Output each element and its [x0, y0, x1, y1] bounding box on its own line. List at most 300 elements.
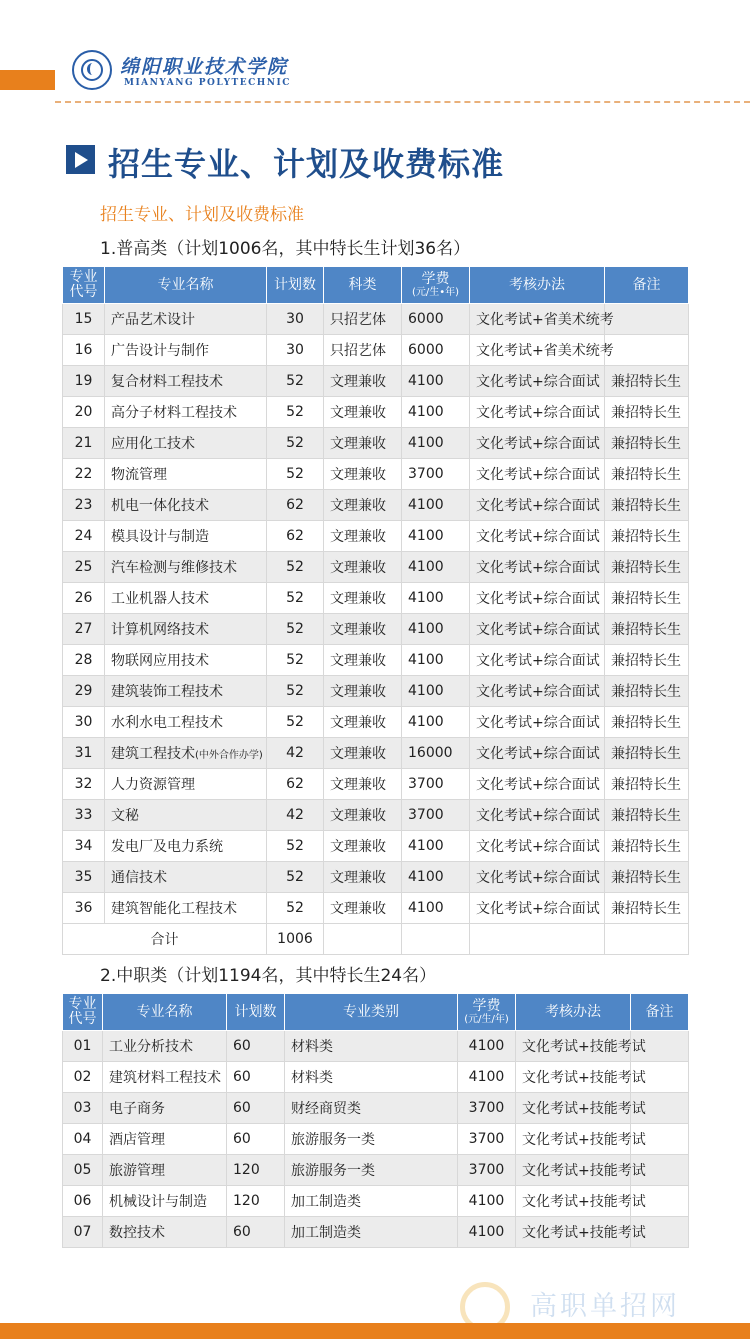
- cell-exam-text: 文化考试+省美术统考: [476, 312, 614, 328]
- cell-exam-text: 文化考试+综合面试: [476, 374, 600, 390]
- cell-major: [105, 862, 267, 893]
- cell-category: [285, 1124, 458, 1155]
- cell-major: [103, 1093, 227, 1124]
- table-row: [63, 428, 689, 459]
- cell-exam: [516, 1217, 646, 1248]
- cell-note-text: 兼招特长生: [611, 374, 681, 390]
- col-header-fee-text: 学费: [472, 998, 501, 1014]
- cell-category: [324, 800, 402, 831]
- col-header-fee-unit: (元/生•年): [411, 287, 460, 298]
- cell-exam-text: 文化考试+技能考试: [522, 1163, 646, 1179]
- cell-fee-text: 4100: [468, 1224, 505, 1240]
- cell-fee: [458, 1031, 516, 1062]
- cell-exam: [516, 1155, 646, 1186]
- cell-major: [105, 304, 267, 335]
- cell-major-text: 机械设计与制造: [109, 1194, 207, 1210]
- cell-note-text: 兼招特长生: [611, 839, 681, 855]
- cell-major: [103, 1155, 227, 1186]
- cell-exam-text: 文化考试+技能考试: [522, 1225, 646, 1241]
- cell-note: [605, 304, 689, 335]
- school-name-en: MIANYANG POLYTECHNIC: [124, 78, 291, 88]
- cell-note-text: 兼招特长生: [611, 405, 681, 421]
- col-header-name: 专业名称: [105, 267, 267, 304]
- section1-title: 1.普高类（计划1006名，其中特长生计划36名）: [100, 239, 471, 259]
- cell-plan-text: 60: [233, 1131, 251, 1147]
- cell-category: [324, 583, 402, 614]
- cell-exam-text: 文化考试+技能考试: [522, 1070, 646, 1086]
- cell-plan: [267, 769, 324, 800]
- cell-code-text: 20: [74, 404, 93, 420]
- cell-code-text: 23: [74, 497, 93, 513]
- cell-note: [605, 583, 689, 614]
- cell-fee: [402, 459, 470, 490]
- cell-major: [105, 366, 267, 397]
- cell-code: [63, 1093, 103, 1124]
- cell-category-text: 文理兼收: [330, 529, 386, 545]
- cell-note: [605, 428, 689, 459]
- cell-code-text: 27: [74, 621, 93, 637]
- cell-exam-text: 文化考试+综合面试: [476, 622, 600, 638]
- col-header-exam: 考核办法: [470, 267, 605, 304]
- table-row: [63, 335, 689, 366]
- cell-code-text: 07: [73, 1224, 92, 1240]
- cell-major: [103, 1186, 227, 1217]
- cell-category-text: 文理兼收: [330, 839, 386, 855]
- cell-note: [605, 645, 689, 676]
- cell-major-text: 数控技术: [109, 1225, 165, 1241]
- cell-code-text: 21: [74, 435, 93, 451]
- cell-note-text: 兼招特长生: [611, 684, 681, 700]
- cell-plan-text: 60: [233, 1038, 251, 1054]
- cell-exam: [470, 552, 605, 583]
- cell-note: [605, 831, 689, 862]
- cell-plan-text: 60: [233, 1100, 251, 1116]
- cell-exam-text: 文化考试+技能考试: [522, 1132, 646, 1148]
- cell-fee-text: 4100: [408, 528, 444, 544]
- cell-category-text: 文理兼收: [330, 901, 386, 917]
- cell-plan-text: 62: [286, 528, 304, 544]
- table-row: [63, 645, 689, 676]
- cell-category: [285, 1217, 458, 1248]
- cell-exam-text: 文化考试+综合面试: [476, 901, 600, 917]
- cell-fee-text: 4100: [408, 869, 444, 885]
- cell-code: [63, 738, 105, 769]
- cell-fee: [402, 893, 470, 924]
- cell-code-text: 30: [74, 714, 93, 730]
- cell-plan-text: 52: [286, 714, 304, 730]
- empty-cell: [324, 924, 402, 955]
- cell-exam: [470, 738, 605, 769]
- cell-major: [105, 335, 267, 366]
- col-header-code: [63, 267, 105, 304]
- cell-code: [63, 1062, 103, 1093]
- cell-exam-text: 文化考试+综合面试: [476, 808, 600, 824]
- cell-major-text: 高分子材料工程技术: [111, 405, 237, 421]
- cell-fee-text: 3700: [468, 1162, 505, 1178]
- cell-code: [63, 304, 105, 335]
- cell-plan: [267, 738, 324, 769]
- cell-category: [324, 645, 402, 676]
- cell-plan: [227, 1155, 285, 1186]
- cell-fee: [402, 583, 470, 614]
- cell-code-text: 06: [73, 1193, 92, 1209]
- cell-code-text: 33: [74, 807, 93, 823]
- cell-category: [324, 738, 402, 769]
- table-row: [63, 1186, 689, 1217]
- cell-exam: [470, 335, 614, 366]
- cell-major: [105, 428, 267, 459]
- cell-category-text: 财经商贸类: [291, 1101, 361, 1117]
- cell-major: [105, 707, 267, 738]
- col-header-note: 备注: [631, 994, 689, 1031]
- cell-exam-text: 文化考试+综合面试: [476, 777, 600, 793]
- cell-plan-text: 52: [286, 466, 304, 482]
- cell-code-text: 31: [74, 745, 93, 761]
- table-row: [63, 397, 689, 428]
- cell-plan: [267, 428, 324, 459]
- table-row: [63, 862, 689, 893]
- cell-fee-text: 4100: [408, 559, 444, 575]
- cell-plan-text: 60: [233, 1224, 251, 1240]
- cell-fee-text: 4100: [408, 900, 444, 916]
- cell-code: [63, 831, 105, 862]
- cell-major: [105, 459, 267, 490]
- cell-category: [324, 552, 402, 583]
- cell-code-text: 25: [74, 559, 93, 575]
- cell-exam-text: 文化考试+综合面试: [476, 560, 600, 576]
- sub-title: 招生专业、计划及收费标准: [100, 205, 304, 225]
- cell-category-text: 材料类: [291, 1070, 333, 1086]
- cell-plan-text: 52: [286, 435, 304, 451]
- total-label: 合计: [63, 924, 267, 955]
- cell-fee-text: 3700: [408, 466, 444, 482]
- cell-fee-text: 4100: [408, 714, 444, 730]
- cell-major: [105, 769, 267, 800]
- cell-fee-text: 4100: [468, 1069, 505, 1085]
- cell-code: [63, 459, 105, 490]
- cell-plan: [267, 831, 324, 862]
- empty-cell: [470, 924, 605, 955]
- cell-exam-text: 文化考试+综合面试: [476, 746, 600, 762]
- cell-major-text: 复合材料工程技术: [111, 374, 223, 390]
- cell-category: [324, 769, 402, 800]
- header-divider: [55, 101, 750, 103]
- cell-plan: [267, 614, 324, 645]
- cell-category-text: 旅游服务一类: [291, 1132, 375, 1148]
- cell-exam-text: 文化考试+综合面试: [476, 498, 600, 514]
- table-row: [63, 1093, 689, 1124]
- empty-cell: [402, 924, 470, 955]
- cell-plan: [267, 583, 324, 614]
- cell-category-text: 旅游服务一类: [291, 1163, 375, 1179]
- col-header-code-text: 专业 代号: [68, 996, 97, 1027]
- table-row: [63, 800, 689, 831]
- cell-category: [324, 459, 402, 490]
- cell-major-text: 电子商务: [109, 1101, 165, 1117]
- cell-category-text: 文理兼收: [330, 405, 386, 421]
- table-row: [63, 769, 689, 800]
- table-row: [63, 676, 689, 707]
- cell-exam: [470, 831, 605, 862]
- cell-major-text: 建筑材料工程技术: [109, 1070, 221, 1086]
- cell-fee: [402, 366, 470, 397]
- cell-plan-text: 52: [286, 838, 304, 854]
- cell-plan-text: 42: [286, 807, 304, 823]
- cell-major-text: 人力资源管理: [111, 777, 195, 793]
- cell-code: [63, 707, 105, 738]
- cell-code-text: 32: [74, 776, 93, 792]
- col-header-fee-unit: (元/生/年): [464, 1014, 509, 1025]
- cell-fee: [402, 304, 470, 335]
- cell-category-text: 文理兼收: [330, 591, 386, 607]
- cell-fee-text: 6000: [408, 342, 444, 358]
- cell-exam-text: 文化考试+综合面试: [476, 529, 600, 545]
- cell-code: [63, 335, 105, 366]
- cell-note-text: 兼招特长生: [611, 591, 681, 607]
- cell-exam-text: 文化考试+综合面试: [476, 839, 600, 855]
- cell-exam-text: 文化考试+综合面试: [476, 436, 600, 452]
- cell-major-text: 机电一体化技术: [111, 498, 209, 514]
- cell-note: [605, 459, 689, 490]
- cell-fee-text: 4100: [468, 1193, 505, 1209]
- cell-fee: [402, 645, 470, 676]
- cell-plan: [227, 1217, 285, 1248]
- cell-fee: [402, 614, 470, 645]
- cell-code: [63, 862, 105, 893]
- col-header-exam: 考核办法: [516, 994, 631, 1031]
- cell-category-text: 文理兼收: [330, 715, 386, 731]
- cell-code-text: 28: [74, 652, 93, 668]
- cell-fee: [402, 800, 470, 831]
- cell-major-text: 酒店管理: [109, 1132, 165, 1148]
- cell-note: [605, 800, 689, 831]
- header-accent-bar: [0, 70, 55, 90]
- cell-fee-text: 4100: [468, 1038, 505, 1054]
- cell-category-text: 文理兼收: [330, 777, 386, 793]
- cell-category-text: 只招艺体: [330, 312, 386, 328]
- cell-category: [324, 490, 402, 521]
- cell-code: [63, 1124, 103, 1155]
- cell-fee-text: 3700: [468, 1131, 505, 1147]
- cell-plan-text: 52: [286, 404, 304, 420]
- cell-fee: [402, 552, 470, 583]
- cell-exam: [470, 769, 605, 800]
- table-row: [63, 521, 689, 552]
- cell-fee: [402, 769, 470, 800]
- cell-fee-text: 4100: [408, 435, 444, 451]
- cell-code-text: 36: [74, 900, 93, 916]
- cell-category: [324, 521, 402, 552]
- cell-exam: [470, 800, 605, 831]
- cell-code: [63, 1186, 103, 1217]
- cell-note: [605, 707, 689, 738]
- cell-category-text: 文理兼收: [330, 684, 386, 700]
- cell-major-text: 工业分析技术: [109, 1039, 193, 1055]
- cell-category: [324, 862, 402, 893]
- section2-title: 2.中职类（计划1194名，其中特长生24名）: [100, 966, 437, 986]
- cell-code-text: 16: [74, 342, 93, 358]
- table-row: [63, 1124, 689, 1155]
- cell-code-text: 05: [73, 1162, 92, 1178]
- cell-category-text: 材料类: [291, 1039, 333, 1055]
- cell-category: [285, 1155, 458, 1186]
- general-admission-table: [62, 266, 689, 955]
- cell-exam: [516, 1062, 646, 1093]
- cell-code-text: 29: [74, 683, 93, 699]
- table-row: [63, 366, 689, 397]
- cell-plan-text: 62: [286, 776, 304, 792]
- table-row: [63, 1155, 689, 1186]
- cell-plan-text: 62: [286, 497, 304, 513]
- cell-exam: [470, 490, 605, 521]
- cell-note-text: 兼招特长生: [611, 746, 681, 762]
- cell-major-text: 汽车检测与维修技术: [111, 560, 237, 576]
- cell-note-text: 兼招特长生: [611, 467, 681, 483]
- cell-code: [63, 676, 105, 707]
- cell-category: [285, 1186, 458, 1217]
- cell-category: [324, 366, 402, 397]
- cell-fee: [458, 1186, 516, 1217]
- cell-fee: [402, 738, 470, 769]
- cell-exam-text: 文化考试+综合面试: [476, 715, 600, 731]
- cell-code-text: 22: [74, 466, 93, 482]
- cell-note: [605, 521, 689, 552]
- cell-exam-text: 文化考试+技能考试: [522, 1194, 646, 1210]
- cell-exam: [470, 676, 605, 707]
- cell-fee: [458, 1217, 516, 1248]
- cell-category: [285, 1093, 458, 1124]
- cell-exam: [516, 1093, 646, 1124]
- cell-code: [63, 366, 105, 397]
- cell-fee: [402, 490, 470, 521]
- cell-fee-text: 4100: [408, 373, 444, 389]
- cell-fee: [402, 707, 470, 738]
- cell-major-text: 计算机网络技术: [111, 622, 209, 638]
- cell-fee-text: 4100: [408, 590, 444, 606]
- cell-code-text: 02: [73, 1069, 92, 1085]
- cell-plan-text: 30: [286, 342, 304, 358]
- cell-note: [605, 676, 689, 707]
- cell-category-text: 加工制造类: [291, 1225, 361, 1241]
- cell-major: [105, 397, 267, 428]
- cell-code-text: 15: [74, 311, 93, 327]
- cell-exam-text: 文化考试+综合面试: [476, 591, 600, 607]
- cell-note: [605, 490, 689, 521]
- cell-plan: [267, 893, 324, 924]
- play-marker-icon: [66, 145, 95, 174]
- cell-category-text: 文理兼收: [330, 560, 386, 576]
- cell-fee: [458, 1062, 516, 1093]
- cell-code-text: 34: [74, 838, 93, 854]
- table-row: [63, 707, 689, 738]
- cell-plan-text: 42: [286, 745, 304, 761]
- cell-major: [105, 831, 267, 862]
- cell-note: [605, 769, 689, 800]
- cell-major: [105, 614, 267, 645]
- cell-code-text: 03: [73, 1100, 92, 1116]
- cell-category-text: 文理兼收: [330, 467, 386, 483]
- cell-plan-text: 52: [286, 590, 304, 606]
- cell-major-text: 文秘: [111, 808, 139, 824]
- cell-note: [605, 893, 689, 924]
- table-row: [63, 552, 689, 583]
- cell-exam: [470, 583, 605, 614]
- cell-major-text: 物联网应用技术: [111, 653, 209, 669]
- cell-category-text: 文理兼收: [330, 436, 386, 452]
- cell-note: [605, 614, 689, 645]
- cell-category-text: 文理兼收: [330, 746, 386, 762]
- cell-note-text: 兼招特长生: [611, 653, 681, 669]
- cell-plan-text: 52: [286, 683, 304, 699]
- cell-major-text: 水利水电工程技术: [111, 715, 223, 731]
- cell-major-text: 建筑装饰工程技术: [111, 684, 223, 700]
- cell-major: [103, 1031, 227, 1062]
- school-logo-icon: [72, 50, 112, 90]
- cell-plan-text: 52: [286, 869, 304, 885]
- cell-plan: [267, 335, 324, 366]
- cell-fee: [458, 1155, 516, 1186]
- col-header-plan: 计划数: [267, 267, 324, 304]
- col-header-fee-text: 学费: [421, 271, 450, 287]
- cell-exam-text: 文化考试+综合面试: [476, 653, 600, 669]
- cell-exam: [470, 893, 605, 924]
- cell-exam: [516, 1124, 646, 1155]
- table-row: [63, 893, 689, 924]
- cell-plan: [267, 521, 324, 552]
- cell-fee: [402, 335, 470, 366]
- cell-note: [605, 366, 689, 397]
- table-row: [63, 1217, 689, 1248]
- cell-fee: [402, 397, 470, 428]
- cell-note-text: 兼招特长生: [611, 808, 681, 824]
- cell-note-text: 兼招特长生: [611, 436, 681, 452]
- cell-category: [324, 614, 402, 645]
- cell-major-text: 通信技术: [111, 870, 167, 886]
- cell-major: [105, 738, 267, 769]
- cell-plan: [227, 1124, 285, 1155]
- cell-note-text: 兼招特长生: [611, 622, 681, 638]
- cell-category: [324, 707, 402, 738]
- page-title: 招生专业、计划及收费标准: [108, 145, 505, 183]
- cell-code: [63, 490, 105, 521]
- cell-category: [324, 304, 402, 335]
- cell-plan-text: 52: [286, 652, 304, 668]
- cell-code-text: 35: [74, 869, 93, 885]
- cell-major: [105, 490, 267, 521]
- cell-fee: [402, 521, 470, 552]
- cell-plan: [267, 490, 324, 521]
- cell-major-text: 产品艺术设计: [111, 312, 195, 328]
- cell-major: [105, 521, 267, 552]
- table-row: [63, 1062, 689, 1093]
- col-header-category: 专业类别: [285, 994, 458, 1031]
- cell-category-text: 文理兼收: [330, 374, 386, 390]
- cell-plan-text: 120: [233, 1193, 260, 1209]
- cell-major-text: 广告设计与制作: [111, 343, 209, 359]
- cell-code: [63, 645, 105, 676]
- cell-code-text: 04: [73, 1131, 92, 1147]
- cell-major: [105, 893, 267, 924]
- cell-fee: [458, 1124, 516, 1155]
- cell-code-text: 24: [74, 528, 93, 544]
- cell-code: [63, 1031, 103, 1062]
- cell-plan-text: 60: [233, 1069, 251, 1085]
- col-header-name: 专业名称: [103, 994, 227, 1031]
- table-row: [63, 738, 689, 769]
- cell-major: [103, 1217, 227, 1248]
- cell-exam: [470, 304, 614, 335]
- cell-major-text: 建筑工程技术: [111, 746, 195, 762]
